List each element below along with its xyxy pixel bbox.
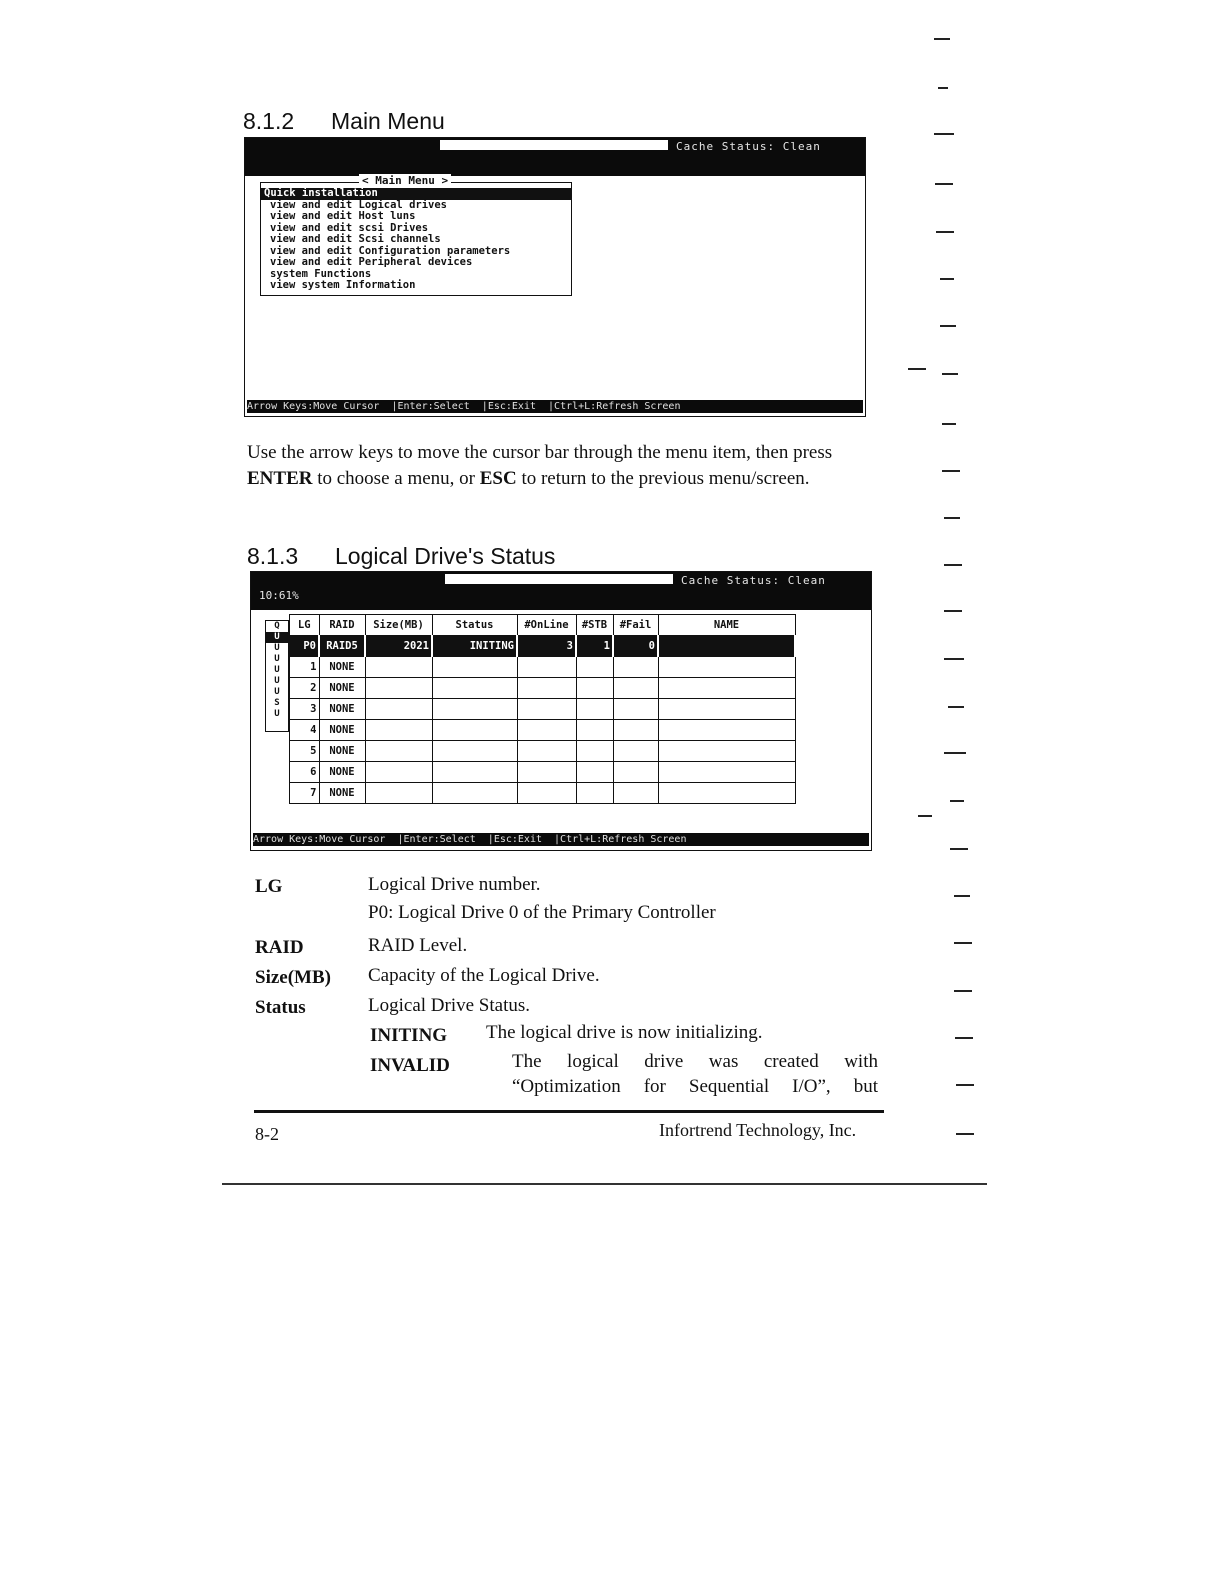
cell-status [432,783,517,804]
menu-item-host-luns[interactable]: view and edit Host luns [270,210,416,222]
paragraph-text-2: to choose a menu, or [312,468,480,489]
table-row[interactable] [290,741,796,762]
esc-key: ESC [479,468,517,489]
col-status: Status [432,615,517,636]
cell-online [517,699,576,720]
def-desc-invalid-2: “Optimization for Sequential I/O”, but [512,1076,878,1097]
margin-mark [934,38,950,40]
cell-name [658,783,795,804]
cell-stb [576,699,613,720]
scan-edge-line [222,1183,987,1185]
section-number: 8.1.3 [247,543,299,569]
margin-mark [935,183,953,185]
cell-lg: 2 [290,678,320,699]
def-desc-lg-2: P0: Logical Drive 0 of the Primary Controller [368,902,716,923]
cell-online [517,657,576,678]
cell-name [658,657,795,678]
cell-fail [613,783,658,804]
cell-fail [613,720,658,741]
cell-name [658,741,795,762]
screen-footer-bar: Arrow Keys:Move Cursor |Enter:Select |Esc:Exit |Ctrl+L:Refresh Screen [253,833,869,846]
margin-mark [938,87,948,89]
margin-mark [942,373,958,375]
cell-fail [613,762,658,783]
side-letter: U [274,643,280,653]
cell-online [517,720,576,741]
margin-mark [940,278,954,280]
cell-status [432,657,517,678]
col-name: NAME [658,615,795,636]
paragraph-text-1: Use the arrow keys to move the cursor bar through the menu item, then press [247,442,833,463]
margin-mark [954,942,972,944]
cell-lg: P0 [290,636,320,657]
cell-raid: NONE [319,678,365,699]
col-fail: #Fail [613,615,658,636]
margin-mark [954,990,972,992]
table-row[interactable] [290,762,796,783]
margin-mark [950,848,968,850]
logical-drive-status-screen [250,571,872,851]
cell-status: INITING [432,636,517,657]
cell-status [432,678,517,699]
main-menu-screen [244,137,866,417]
menu-item-peripheral-devices[interactable]: view and edit Peripheral devices [270,256,473,268]
progress-box [440,140,668,150]
def-term-size: Size(MB) [255,967,331,988]
section-title-main-menu [243,108,445,135]
def-term-lg: LG [255,876,283,897]
cell-stb [576,657,613,678]
col-raid: RAID [319,615,365,636]
cell-stb [576,783,613,804]
cell-size [365,720,432,741]
margin-mark [944,517,960,519]
cell-size [365,657,432,678]
cell-stb [576,762,613,783]
menu-item-quick-installation[interactable]: Quick installation [261,188,571,200]
menu-item-configuration-parameters[interactable]: view and edit Configuration parameters [270,244,511,257]
side-letter: S [274,698,280,708]
margin-mark [950,800,964,802]
side-letter: U [274,665,280,675]
cell-online [517,678,576,699]
company-name: Infortrend Technology, Inc. [659,1120,857,1140]
cell-stb: 1 [576,636,613,657]
cell-fail [613,657,658,678]
cell-name [658,678,795,699]
table-row[interactable] [290,657,796,678]
main-menu-title: < Main Menu > [359,174,451,187]
cell-stb [576,741,613,762]
cache-status: Cache Status: Clean [676,140,821,153]
cell-name [658,636,795,657]
table-row[interactable] [290,636,796,657]
cell-status [432,699,517,720]
margin-mark [918,815,932,817]
def-term-initing: INITING [370,1025,448,1046]
def-term-invalid: INVALID [370,1055,450,1076]
cell-stb [576,720,613,741]
side-letter: U [266,632,288,643]
cell-size: 2021 [365,636,432,657]
margin-mark [956,1133,974,1135]
side-letter: U [274,676,280,686]
cell-name [658,720,795,741]
table-row[interactable] [290,720,796,741]
side-menu-column [265,620,289,732]
cell-fail: 0 [613,636,658,657]
margin-mark [942,470,960,472]
section-title-ld-status [247,543,555,570]
menu-item-system-information[interactable]: view system Information [270,279,416,291]
def-desc-invalid-1: The logical drive was created with [512,1051,878,1072]
cell-fail [613,699,658,720]
cell-status [432,762,517,783]
col-lg: LG [290,615,320,636]
main-menu-box [260,174,572,296]
section-heading: Main Menu [331,108,445,134]
def-desc-status: Logical Drive Status. [368,995,530,1016]
cell-raid: NONE [319,741,365,762]
cell-status [432,741,517,762]
margin-mark [944,752,966,754]
margin-mark [940,325,956,327]
cell-online [517,741,576,762]
cell-online [517,762,576,783]
cell-raid: NONE [319,699,365,720]
cache-status: Cache Status: Clean [681,574,826,587]
cell-lg: 5 [290,741,320,762]
margin-mark [908,368,926,370]
cell-size [365,699,432,720]
cell-fail [613,741,658,762]
col-size: Size(MB) [365,615,432,636]
progress-box [445,574,673,584]
cell-lg: 7 [290,783,320,804]
menu-item-logical-drives[interactable]: view and edit Logical drives [270,198,448,211]
cell-raid: NONE [319,657,365,678]
margin-mark [944,610,962,612]
screen-footer-bar: Arrow Keys:Move Cursor |Enter:Select |Esc:Exit |Ctrl+L:Refresh Screen [247,400,863,413]
cell-online [517,783,576,804]
menu-item-scsi-channels[interactable]: view and edit Scsi channels [270,233,441,245]
margin-mark [944,658,964,660]
cell-raid: RAID5 [319,636,365,657]
cell-raid: NONE [319,720,365,741]
margin-mark [934,133,954,135]
margin-mark [955,1037,973,1039]
side-letter: U [274,654,280,664]
main-menu-list [261,188,571,292]
cell-raid: NONE [319,762,365,783]
margin-mark [948,706,964,708]
cell-lg: 4 [290,720,320,741]
cell-fail [613,678,658,699]
enter-key: ENTER [247,468,313,489]
cell-raid: NONE [319,783,365,804]
col-stb: #STB [576,615,613,636]
cell-lg: 6 [290,762,320,783]
table-header-row [290,615,796,636]
menu-item-system-functions[interactable]: system Functions [270,267,372,280]
paragraph-text-3: to return to the previous menu/screen. [516,468,810,489]
cell-lg: 3 [290,699,320,720]
progress-text: 10:61% [259,589,299,602]
table-row[interactable] [290,699,796,720]
cell-size [365,678,432,699]
side-letter: U [274,709,280,719]
table-row[interactable] [290,678,796,699]
def-desc-size: Capacity of the Logical Drive. [368,965,600,986]
margin-mark [954,895,970,897]
def-term-raid: RAID [255,937,304,958]
section-heading: Logical Drive's Status [335,543,556,569]
margin-mark [936,231,954,233]
cell-lg: 1 [290,657,320,678]
cell-online: 3 [517,636,576,657]
margin-mark [942,423,956,425]
side-letter: U [274,687,280,697]
table-row[interactable] [290,783,796,804]
cell-name [658,699,795,720]
def-desc-initing: The logical drive is now initializing. [486,1022,763,1043]
section-number: 8.1.2 [243,108,295,134]
logical-drive-table [289,614,796,804]
cell-size [365,762,432,783]
cell-name [658,762,795,783]
cell-size [365,783,432,804]
col-online: #OnLine [517,615,576,636]
footer-rule [254,1110,884,1113]
instructions-paragraph [247,440,871,492]
def-desc-lg: Logical Drive number. [368,874,541,895]
def-term-status: Status [255,997,306,1018]
margin-mark [944,564,962,566]
cell-status [432,720,517,741]
def-desc-raid: RAID Level. [368,935,468,956]
cell-size [365,741,432,762]
margin-mark [956,1084,974,1086]
menu-item-scsi-drives[interactable]: view and edit scsi Drives [270,221,429,234]
cell-stb [576,678,613,699]
side-letter: Q [274,621,280,631]
page-number: 8-2 [255,1124,279,1144]
